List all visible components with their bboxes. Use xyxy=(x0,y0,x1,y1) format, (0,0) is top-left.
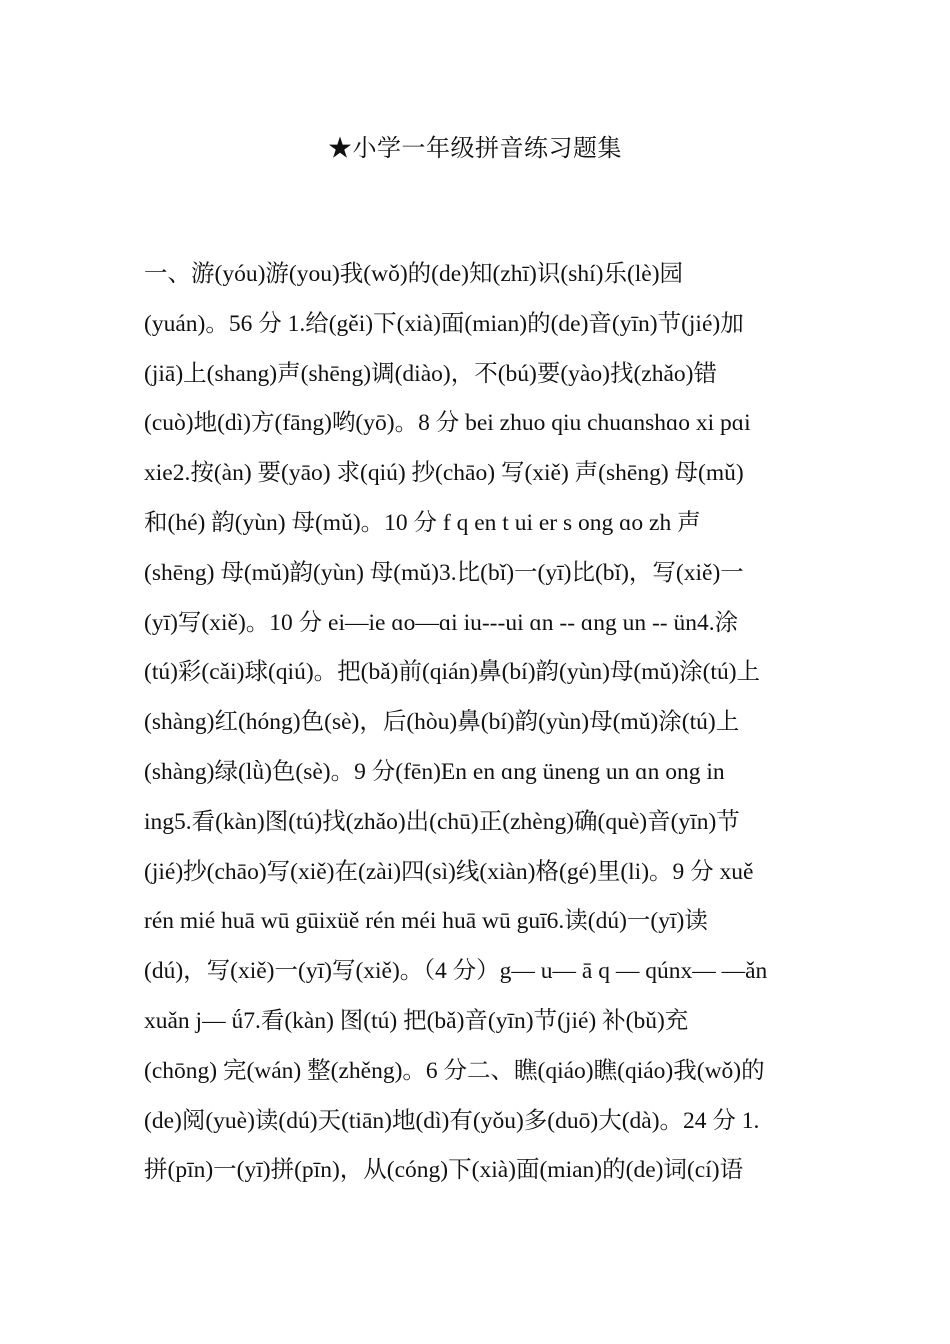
text-line: 和(hé) 韵(yùn) 母(mǔ)。10 分 f q en t ui er s ong ɑo zh 声 xyxy=(144,509,701,536)
text-line: (yuán)。56 分 1.给(gěi)下(xià)面(mian)的(de)音(yīn)节(jié)加 xyxy=(144,310,744,337)
text-line: (shēng) 母(mǔ)韵(yùn) 母(mǔ)3.比(bǐ)一(yī)比(bǐ)，写(xiě)一 xyxy=(144,559,744,586)
text-line: xie2.按(àn) 要(yāo) 求(qiú) 抄(chāo) 写(xiě) 声(shēng) 母(mǔ) xyxy=(144,460,744,487)
text-line: (dú)，写(xiě)一(yī)写(xiě)。（4 分）g— u— ā q — qúnx— —ǎn xyxy=(144,958,768,985)
text-line: (de)阅(yuè)读(dú)天(tiān)地(dì)有(yǒu)多(duō)大(dà)。24 分 1. xyxy=(144,1107,760,1134)
text-line: (jiā)上(shang)声(shēng)调(diào)，不(bú)要(yào)找(zhǎo)错 xyxy=(144,360,717,387)
text-line: (jié)抄(chāo)写(xiě)在(zài)四(sì)线(xiàn)格(gé)里(li)。9 分 xuě xyxy=(144,858,754,885)
text-line: (cuò)地(dì)方(fāng)哟(yō)。8 分 bei zhuo qiu chuɑnshɑo xi pɑi xyxy=(144,410,751,437)
text-line: (shàng)红(hóng)色(sè)，后(hòu)鼻(bí)韵(yùn)母(mǔ)涂(tú)上 xyxy=(144,709,740,736)
text-line: 拼(pīn)一(yī)拼(pīn)，从(cóng)下(xià)面(mian)的(de)词(cí)语 xyxy=(144,1157,744,1184)
document-title: ★小学一年级拼音练习题集 xyxy=(328,136,622,162)
text-line: (chōng) 完(wán) 整(zhěng)。6 分二、瞧(qiáo)瞧(qiáo)我(wǒ)的 xyxy=(144,1057,765,1084)
text-line: 一、游(yóu)游(you)我(wǒ)的(de)知(zhī)识(shí)乐(lè)园 xyxy=(144,261,684,287)
text-line: rén mié huā wū gūixüě rén méi huā wū guī6.读(dú)一(yī)读 xyxy=(144,908,708,935)
document-body xyxy=(144,254,824,1200)
text-line: (shàng)绿(lǜ)色(sè)。9 分(fēn)En en ɑng üneng un ɑn ong in xyxy=(144,758,725,785)
text-line: (yī)写(xiě)。10 分 ei—ie ɑo—ɑi iu---ui ɑn -- ɑng un -- ün4.涂 xyxy=(144,609,739,636)
text-line: (tú)彩(cǎi)球(qiú)。把(bǎ)前(qián)鼻(bí)韵(yùn)母(mǔ)涂(tú)上 xyxy=(144,659,761,686)
text-line: ing5.看(kàn)图(tú)找(zhǎo)出(chū)正(zhèng)确(què)音(yīn)节 xyxy=(144,808,740,835)
text-line: xuǎn j— ǘ7.看(kàn) 图(tú) 把(bǎ)音(yīn)节(jié) 补(bǔ)充 xyxy=(144,1007,689,1034)
